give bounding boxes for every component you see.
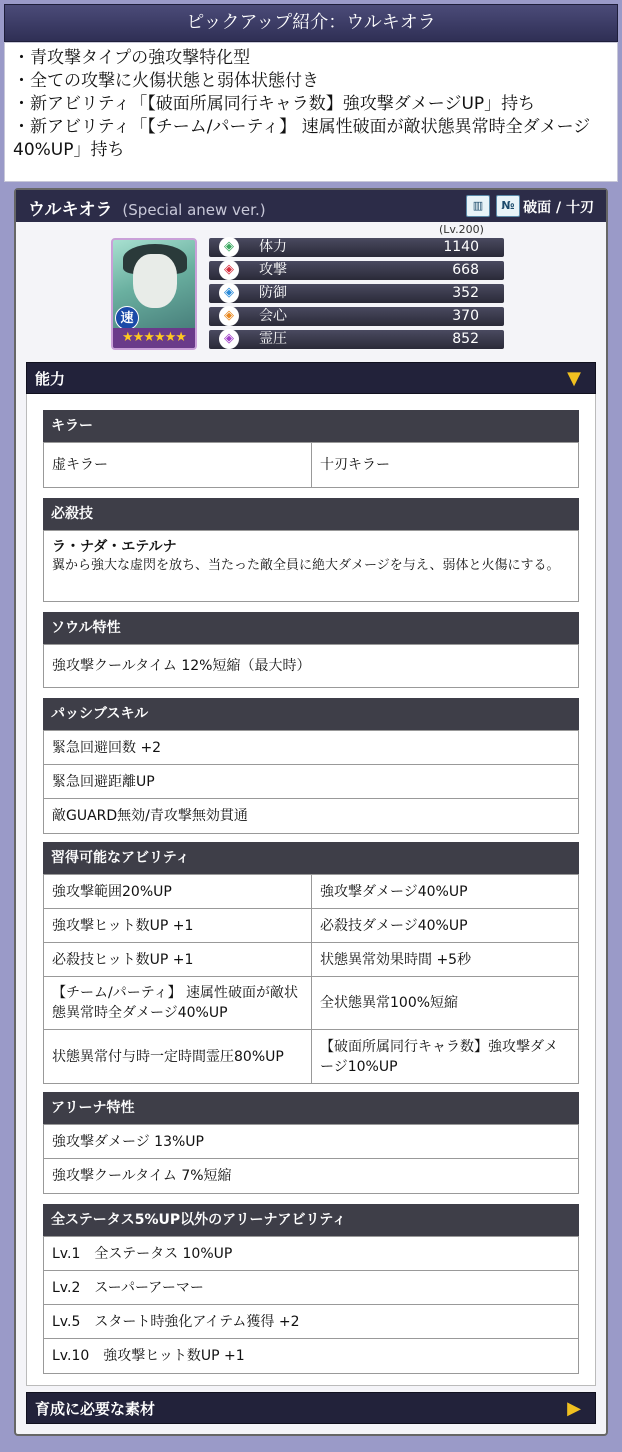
character-header — [16, 190, 606, 222]
intro-line: ・全ての攻撃に火傷状態と弱体状態付き — [13, 71, 319, 91]
stat-label: 体力 — [259, 239, 287, 255]
speed-badge: 速 — [115, 306, 139, 330]
character-name: ウルキオラ — [28, 200, 113, 220]
special-name: ラ・ナダ・エテルナ — [52, 539, 177, 555]
arena-ability-item: Lv.10 強攻撃ヒット数UP +1 — [43, 1338, 579, 1374]
soul-header: ソウル特性 — [43, 612, 579, 644]
special-header: 必殺技 — [43, 498, 579, 530]
character-affiliation: 破面 / 十刃 — [523, 200, 594, 216]
arena-ability-item: Lv.5 スタート時強化アイテム獲得 +2 — [43, 1304, 579, 1339]
special-cell — [43, 530, 579, 602]
stat-value: 352 — [452, 285, 479, 301]
ability-item: 必殺技ダメージ40%UP — [311, 908, 579, 943]
stat-label: 防御 — [259, 285, 287, 301]
arena-ability-item: Lv.1 全ステータス 10%UP — [43, 1236, 579, 1271]
ability-panel — [26, 394, 596, 1386]
ability-item: 【破面所属同行キャラ数】強攻撃ダメージ10%UP — [311, 1029, 579, 1084]
passive-item: 緊急回避回数 +2 — [43, 730, 579, 765]
stat-label: 霊圧 — [259, 331, 287, 347]
passive-item: 敵GUARD無効/青攻撃無効貫通 — [43, 798, 579, 834]
stat-row-defense — [209, 284, 504, 303]
portrait-face — [133, 254, 177, 308]
number-icon[interactable]: № — [496, 195, 520, 217]
ability-section-toggle[interactable] — [26, 362, 596, 394]
stat-value: 370 — [452, 308, 479, 324]
intro-box — [4, 42, 618, 182]
materials-section-toggle[interactable] — [26, 1392, 596, 1424]
stat-label: 攻撃 — [259, 262, 287, 278]
stat-value: 668 — [452, 262, 479, 278]
stat-value: 1140 — [443, 239, 479, 255]
critical-icon: ◈ — [219, 306, 239, 326]
stat-value: 852 — [452, 331, 479, 347]
intro-line: ・青攻撃タイプの強攻撃特化型 — [13, 48, 251, 68]
intro-line: ・新アビリティ「【破面所属同行キャラ数】強攻撃ダメージUP」持ち — [13, 94, 536, 114]
materials-section-title: 育成に必要な素材 — [35, 1400, 156, 1418]
soul-item: 強攻撃クールタイム 12%短縮（最大時） — [43, 644, 579, 688]
ability-item: 強攻撃ダメージ40%UP — [311, 874, 579, 909]
arena-header: アリーナ特性 — [43, 1092, 579, 1124]
intro-line: ・新アビリティ「【チーム/パーティ】 速属性破面が敵状態異常時全ダメージ40%UP」持ち — [13, 117, 591, 160]
arena-abilities-header: 全ステータス5%UP以外のアリーナアビリティ — [43, 1204, 579, 1236]
character-version: (Special anew ver.) — [122, 201, 266, 219]
killer-header: キラー — [43, 410, 579, 442]
ability-item: 状態異常効果時間 +5秒 — [311, 942, 579, 977]
character-name-wrap — [28, 195, 266, 220]
ability-item: 状態異常付与時一定時間霊圧80%UP — [43, 1029, 312, 1084]
arena-ability-item: Lv.2 スーパーアーマー — [43, 1270, 579, 1305]
abilities-header: 習得可能なアビリティ — [43, 842, 579, 874]
stats-icon[interactable]: ▥ — [466, 195, 490, 217]
collapse-arrow-icon: ▼ — [567, 368, 581, 389]
stat-row-hp — [209, 238, 504, 257]
passive-item: 緊急回避距離UP — [43, 764, 579, 799]
passive-header: パッシブスキル — [43, 698, 579, 730]
expand-arrow-icon: ▶ — [567, 1398, 581, 1419]
ability-item: 【チーム/パーティ】 速属性破面が敵状態異常時全ダメージ40%UP — [43, 976, 312, 1030]
stat-row-critical — [209, 307, 504, 326]
defense-icon: ◈ — [219, 283, 239, 303]
attack-icon: ◈ — [219, 260, 239, 280]
ability-section-title: 能力 — [35, 370, 66, 388]
hp-icon: ◈ — [219, 237, 239, 257]
special-desc: 翼から強大な虚閃を放ち、当たった敵全員に絶大ダメージを与え、弱体と火傷にする。 — [52, 558, 560, 573]
ability-item: 必殺技ヒット数UP +1 — [43, 942, 312, 977]
killer-item: 虚キラー — [43, 442, 312, 488]
arena-item: 強攻撃ダメージ 13%UP — [43, 1124, 579, 1159]
stat-label: 会心 — [259, 308, 287, 324]
level-label: (Lv.200) — [439, 223, 484, 236]
character-portrait[interactable] — [111, 238, 197, 350]
killer-item: 十刃キラー — [311, 442, 579, 488]
character-card — [14, 188, 608, 1436]
rarity-stars: ★★★★★★ — [113, 328, 195, 348]
stat-row-attack — [209, 261, 504, 280]
ability-item: 全状態異常100%短縮 — [311, 976, 579, 1030]
spirit-icon: ◈ — [219, 329, 239, 349]
arena-item: 強攻撃クールタイム 7%短縮 — [43, 1158, 579, 1194]
ability-item: 強攻撃ヒット数UP +1 — [43, 908, 312, 943]
page-title: ピックアップ紹介：ウルキオラ — [4, 4, 618, 42]
stat-row-spirit — [209, 330, 504, 349]
ability-item: 強攻撃範囲20%UP — [43, 874, 312, 909]
